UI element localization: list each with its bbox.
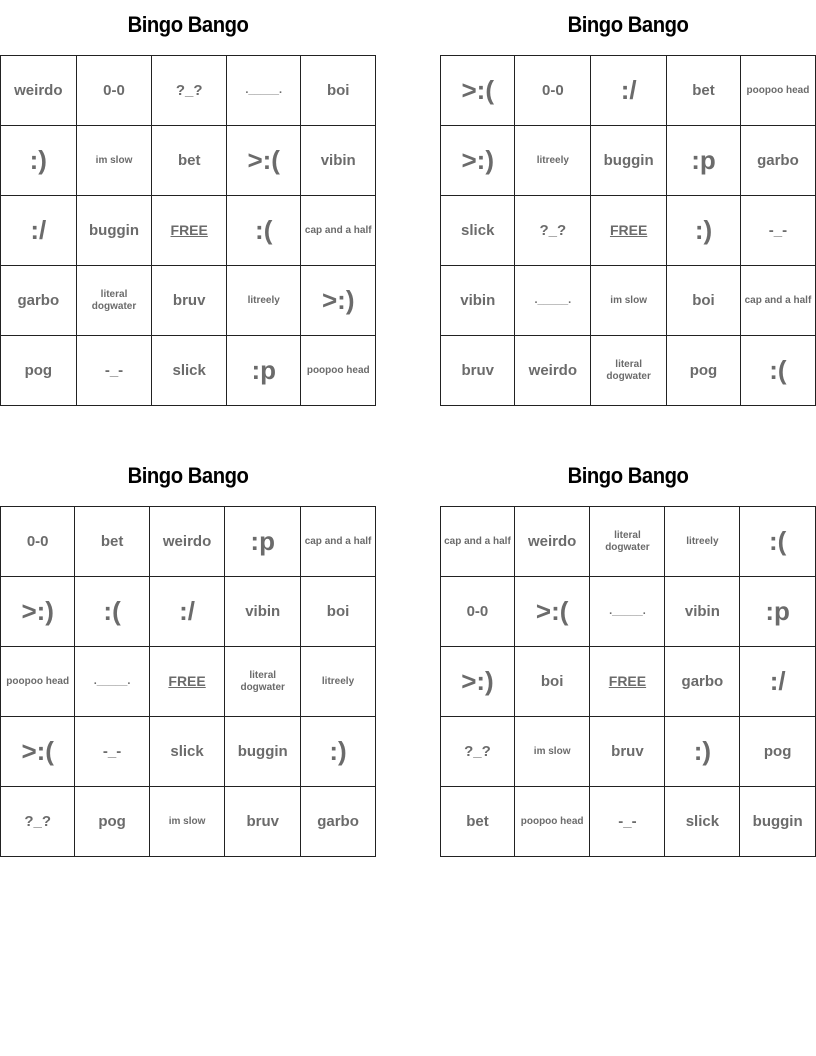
- bingo-cell: bruv: [225, 787, 301, 857]
- bingo-cell: literal dogwater: [225, 647, 301, 717]
- bingo-row: [1, 126, 376, 196]
- bingo-cell: :p: [740, 577, 816, 647]
- bingo-cell: boi: [514, 647, 590, 717]
- bingo-cell: -_-: [75, 717, 149, 787]
- bingo-cell: >:(: [441, 56, 515, 126]
- bingo-cell: >:(: [1, 717, 75, 787]
- bingo-cell: :(: [75, 577, 149, 647]
- bingo-cell: slick: [665, 787, 740, 857]
- bingo-cell: boi: [667, 266, 741, 336]
- bingo-cell: >:(: [514, 577, 590, 647]
- bingo-cell: pog: [1, 336, 77, 406]
- bingo-cell: literal dogwater: [76, 266, 152, 336]
- bingo-cell: >:): [441, 647, 515, 717]
- bingo-cell: ._____.: [515, 266, 591, 336]
- bingo-cell: garbo: [665, 647, 740, 717]
- bingo-cell: vibin: [301, 126, 376, 196]
- bingo-cell: :/: [740, 647, 816, 717]
- bingo-cell: litreely: [226, 266, 301, 336]
- bingo-row: [441, 336, 816, 406]
- bingo-row: [1, 56, 376, 126]
- bingo-cell: -_-: [590, 787, 665, 857]
- bingo-cell: :): [667, 196, 741, 266]
- bingo-row: [1, 787, 376, 857]
- bingo-cell: vibin: [225, 577, 301, 647]
- bingo-cell: garbo: [1, 266, 77, 336]
- bingo-cell: poopoo head: [301, 336, 376, 406]
- bingo-cell: 0-0: [76, 56, 152, 126]
- bingo-cell: slick: [441, 196, 515, 266]
- bingo-row: [1, 577, 376, 647]
- card-title: Bingo Bango: [127, 463, 249, 488]
- bingo-cell: :(: [740, 336, 815, 406]
- bingo-cell: litreely: [515, 126, 591, 196]
- bingo-cell: cap and a half: [301, 196, 376, 266]
- card-title: Bingo Bango: [567, 463, 689, 488]
- bingo-cell: im slow: [76, 126, 152, 196]
- free-space: FREE: [149, 647, 225, 717]
- bingo-cell: bet: [75, 507, 149, 577]
- bingo-cell: ?_?: [152, 56, 227, 126]
- bingo-grid: [440, 506, 816, 857]
- bingo-cell: >:): [441, 126, 515, 196]
- bingo-row: [441, 56, 816, 126]
- bingo-cell: boi: [301, 577, 376, 647]
- bingo-cell: buggin: [591, 126, 667, 196]
- bingo-cell: >:): [1, 577, 75, 647]
- bingo-cell: bruv: [590, 717, 665, 787]
- bingo-cell: :(: [226, 196, 301, 266]
- bingo-grid: [0, 55, 376, 406]
- bingo-cell: 0-0: [1, 507, 75, 577]
- bingo-cell: -_-: [740, 196, 815, 266]
- bingo-cell: im slow: [514, 717, 590, 787]
- bingo-cell: buggin: [76, 196, 152, 266]
- bingo-cell: poopoo head: [740, 56, 815, 126]
- bingo-cell: :/: [591, 56, 667, 126]
- free-space: FREE: [591, 196, 667, 266]
- bingo-row: [441, 577, 816, 647]
- bingo-cell: ._____.: [226, 56, 301, 126]
- bingo-cell: ?_?: [441, 717, 515, 787]
- bingo-cell: :/: [149, 577, 225, 647]
- bingo-cell: litreely: [665, 507, 740, 577]
- bingo-cell: :): [1, 126, 77, 196]
- bingo-cell: pog: [667, 336, 741, 406]
- bingo-cell: :p: [226, 336, 301, 406]
- bingo-cell: ?_?: [515, 196, 591, 266]
- bingo-cell: weirdo: [1, 56, 77, 126]
- bingo-cell: 0-0: [441, 577, 515, 647]
- bingo-row: [1, 647, 376, 717]
- bingo-cell: weirdo: [149, 507, 225, 577]
- bingo-cell: poopoo head: [514, 787, 590, 857]
- bingo-cell: -_-: [76, 336, 152, 406]
- bingo-row: [1, 196, 376, 266]
- bingo-cell: cap and a half: [301, 507, 376, 577]
- free-space: FREE: [152, 196, 227, 266]
- bingo-cell: :p: [225, 507, 301, 577]
- bingo-row: [441, 196, 816, 266]
- bingo-cell: :/: [1, 196, 77, 266]
- bingo-cell: weirdo: [515, 336, 591, 406]
- bingo-row: [1, 266, 376, 336]
- bingo-cell: bruv: [152, 266, 227, 336]
- bingo-cell: boi: [301, 56, 376, 126]
- bingo-grid: [440, 55, 816, 406]
- bingo-cell: literal dogwater: [590, 507, 665, 577]
- bingo-cell: ._____.: [590, 577, 665, 647]
- bingo-cell: bet: [667, 56, 741, 126]
- bingo-cell: :p: [667, 126, 741, 196]
- bingo-cell: ?_?: [1, 787, 75, 857]
- bingo-row: [1, 717, 376, 787]
- bingo-cell: literal dogwater: [591, 336, 667, 406]
- bingo-cell: garbo: [301, 787, 376, 857]
- bingo-row: [441, 126, 816, 196]
- bingo-cell: :): [301, 717, 376, 787]
- bingo-cell: garbo: [740, 126, 815, 196]
- bingo-row: [441, 507, 816, 577]
- bingo-cell: bet: [441, 787, 515, 857]
- bingo-cell: bruv: [441, 336, 515, 406]
- bingo-grid: [0, 506, 376, 857]
- bingo-cell: :): [665, 717, 740, 787]
- bingo-cell: litreely: [301, 647, 376, 717]
- bingo-row: [441, 647, 816, 717]
- bingo-cell: pog: [75, 787, 149, 857]
- bingo-cell: im slow: [149, 787, 225, 857]
- bingo-row: [1, 336, 376, 406]
- bingo-row: [441, 266, 816, 336]
- card-title: Bingo Bango: [127, 12, 249, 37]
- bingo-cell: :(: [740, 507, 816, 577]
- bingo-cell: buggin: [225, 717, 301, 787]
- bingo-cell: poopoo head: [1, 647, 75, 717]
- bingo-cell: bet: [152, 126, 227, 196]
- bingo-cell: >:(: [226, 126, 301, 196]
- bingo-cell: vibin: [441, 266, 515, 336]
- bingo-row: [1, 507, 376, 577]
- bingo-cell: cap and a half: [740, 266, 815, 336]
- bingo-cell: cap and a half: [441, 507, 515, 577]
- bingo-cell: weirdo: [514, 507, 590, 577]
- bingo-cell: slick: [149, 717, 225, 787]
- bingo-cell: im slow: [591, 266, 667, 336]
- bingo-cell: 0-0: [515, 56, 591, 126]
- bingo-row: [441, 787, 816, 857]
- bingo-cell: ._____.: [75, 647, 149, 717]
- free-space: FREE: [590, 647, 665, 717]
- bingo-cell: slick: [152, 336, 227, 406]
- bingo-cell: pog: [740, 717, 816, 787]
- bingo-row: [441, 717, 816, 787]
- bingo-cell: vibin: [665, 577, 740, 647]
- bingo-cell: buggin: [740, 787, 816, 857]
- card-title: Bingo Bango: [567, 12, 689, 37]
- bingo-cell: >:): [301, 266, 376, 336]
